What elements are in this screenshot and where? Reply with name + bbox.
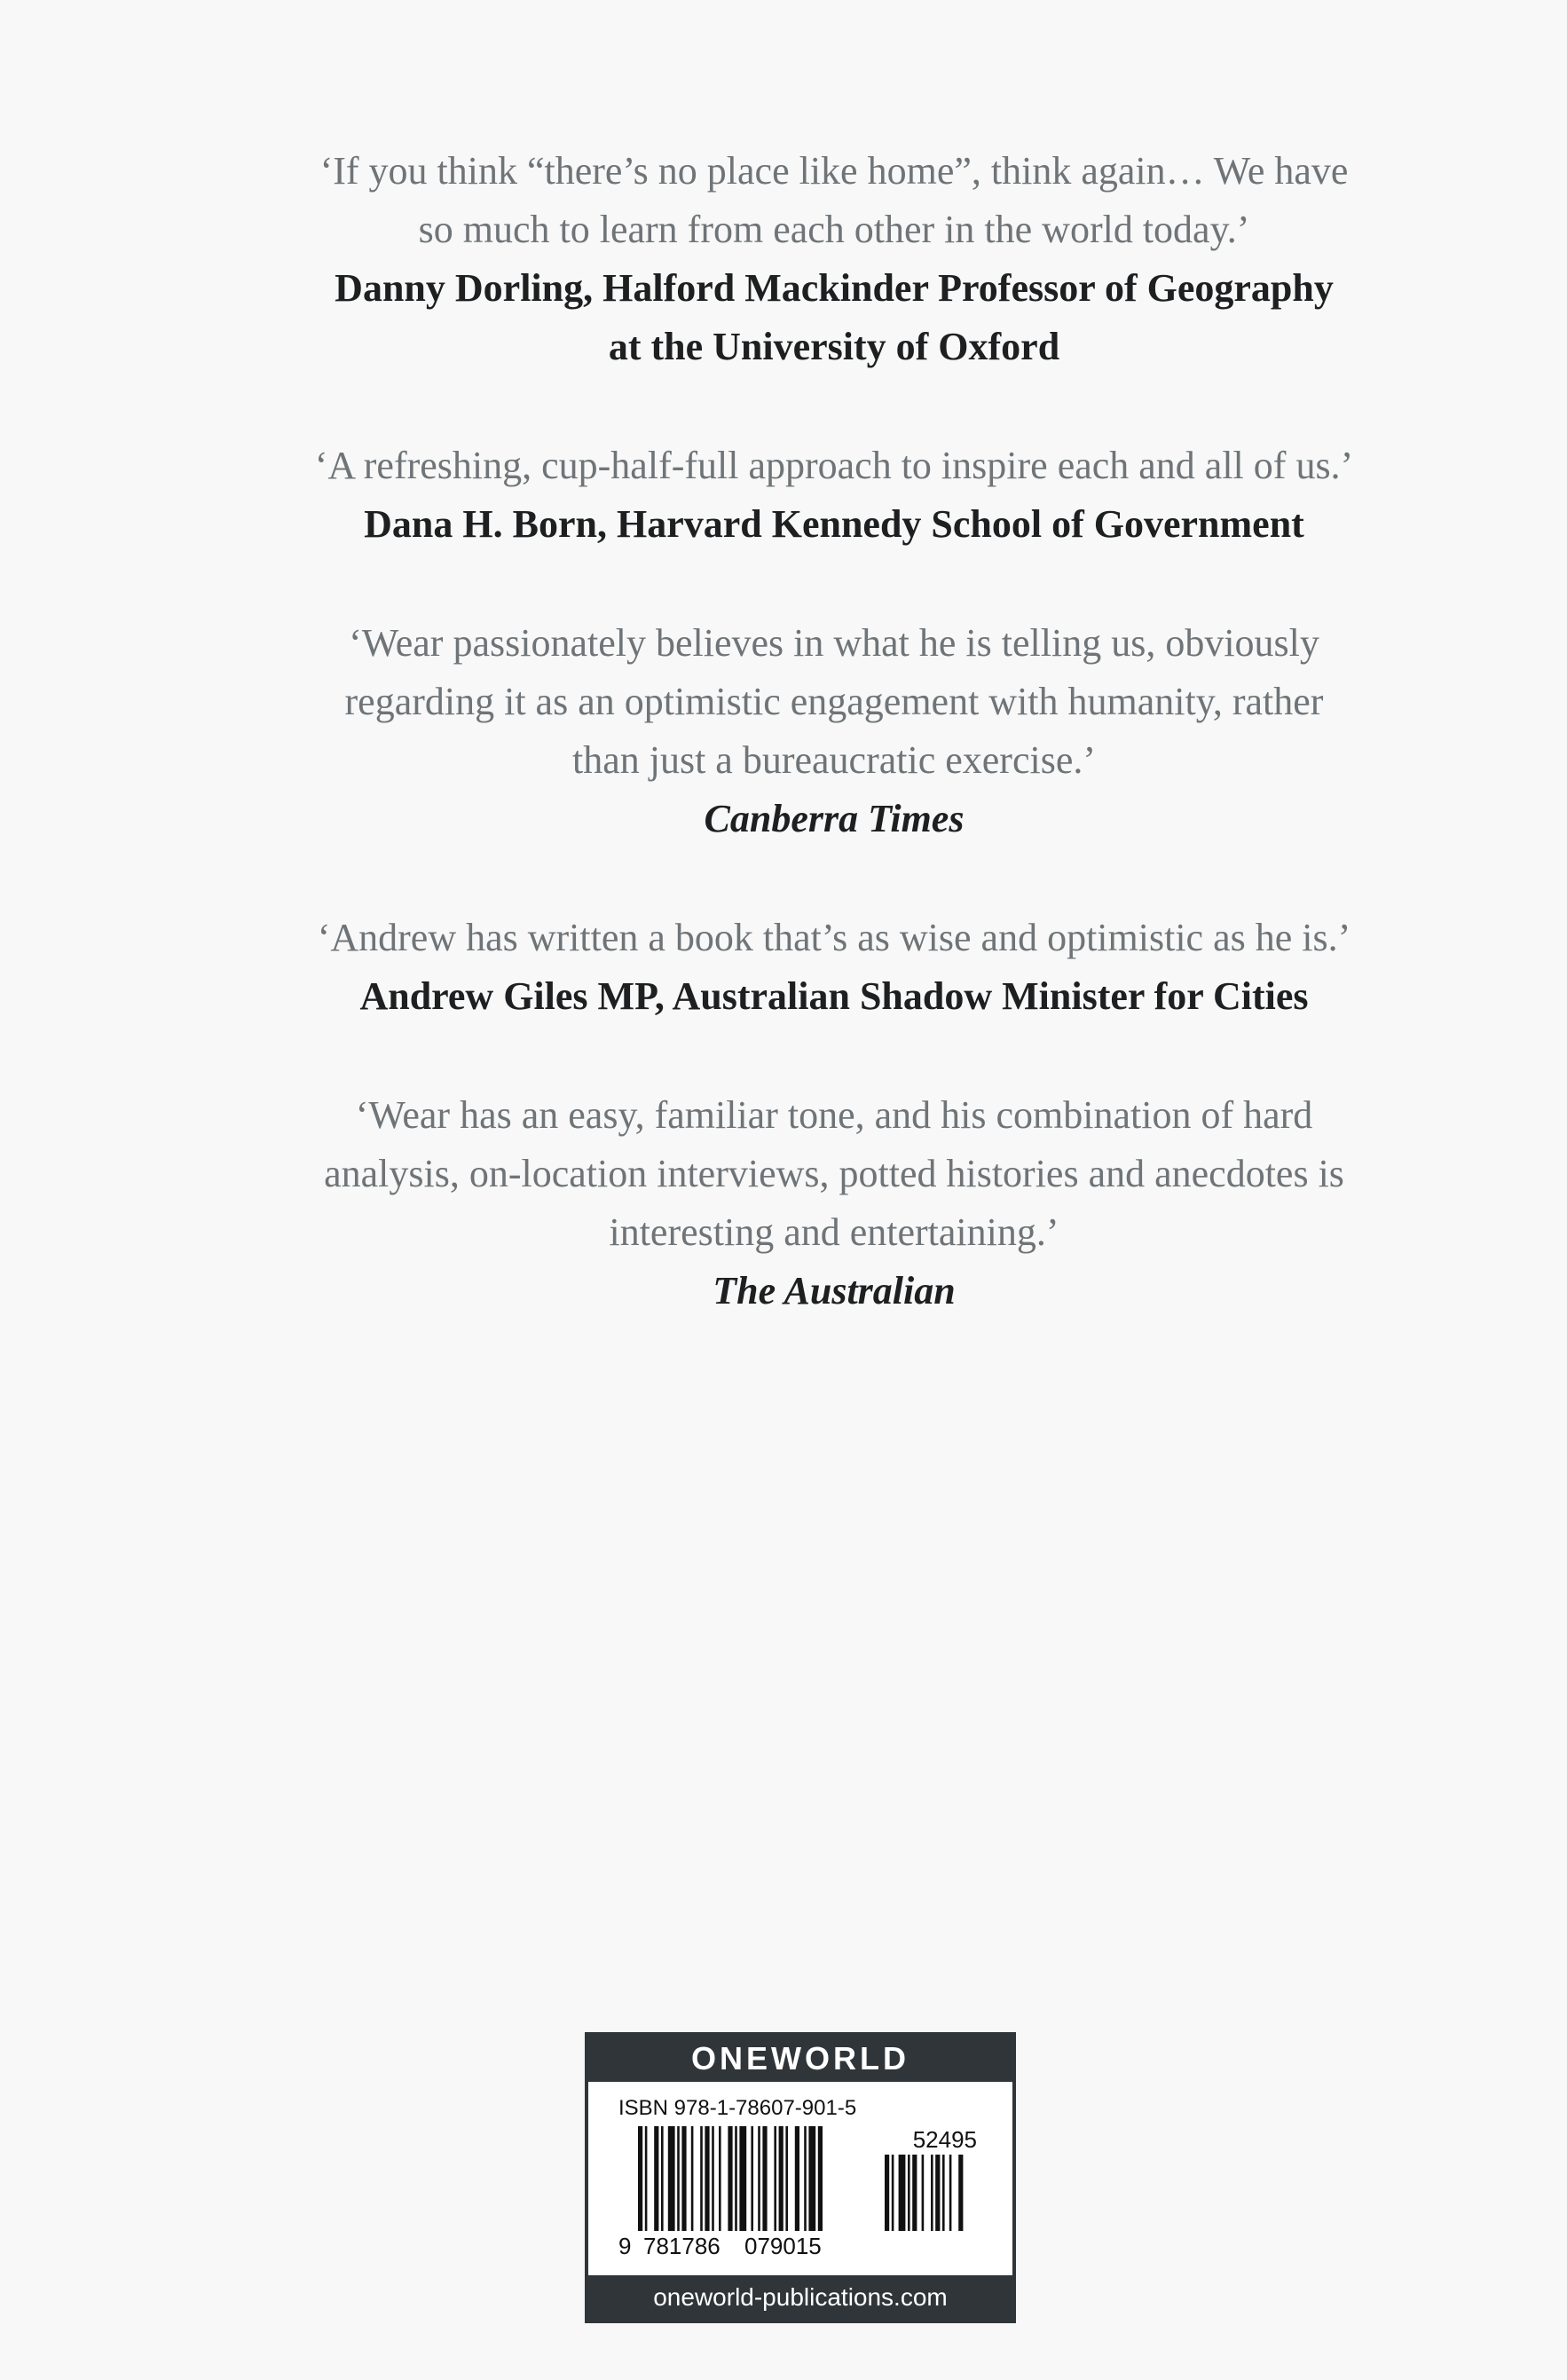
barcode-bar [668,2126,675,2231]
blurb-quote-line: ‘Wear has an easy, familiar tone, and his combination of hard [355,1093,1313,1137]
barcode-bar [728,2126,732,2231]
barcode-bar [774,2126,776,2231]
addon-barcode-bar [922,2155,925,2231]
addon-barcode-bar [892,2155,894,2231]
blurb [213,437,1455,554]
blurb [213,1086,1455,1320]
barcode-bar [654,2126,658,2231]
barcode-digit-prefix: 9 [618,2233,632,2258]
blurb-quote-line: than just a bureaucratic exercise.’ [571,738,1097,782]
barcode-bar [739,2126,746,2231]
blurb-quote-line: ‘Wear passionately believes in what he is telling us, obviously [349,621,1319,665]
blurbs [213,142,1455,1381]
blurb-quote-line: so much to learn from each other in the world today.’ [418,208,1250,251]
addon-barcode-bar [885,2155,889,2231]
barcode-bar [645,2126,648,2231]
barcode-bar [808,2126,815,2231]
barcode-bar [719,2126,721,2231]
addon-barcode-bar [935,2155,940,2231]
blurb-quote-line: ‘If you think “there’s no place like home”, think again… We have [319,149,1349,193]
barcode-bar [700,2126,703,2231]
addon-barcode-bar [908,2155,910,2231]
barcode-bar [705,2126,709,2231]
blurb-attribution: Andrew Giles MP, Australian Shadow Minister for Cities [359,974,1309,1018]
barcode [618,2124,982,2258]
barcode-bar [785,2126,788,2231]
barcode-bar [779,2126,784,2231]
barcode-bar [735,2126,737,2231]
barcode-bar [681,2126,686,2231]
publisher-website: oneworld-publications.com [588,2275,1012,2320]
blurb-attribution: Danny Dorling, Halford Mackinder Professor of Geography [335,266,1334,310]
barcode-bar [795,2126,799,2231]
barcode-bar [712,2126,714,2231]
isbn-label: ISBN 978-1-78607-901-5 [618,2096,857,2120]
barcode-bar [677,2126,680,2231]
publisher-barcode-box [585,2032,1016,2323]
barcode-bar [661,2126,664,2231]
blurb-quote-line: regarding it as an optimistic engagement with humanity, rather [344,680,1324,723]
barcode-digits-left: 781786 [643,2233,721,2258]
barcode-bar [762,2126,767,2231]
barcode-bar [818,2126,823,2231]
barcode-bar [804,2126,807,2231]
blurb [213,614,1455,848]
addon-barcode-bar [942,2155,945,2231]
blurb-attribution: at the University of Oxford [608,325,1060,368]
blurb-attribution: The Australian [713,1269,956,1312]
blurb [213,909,1455,1026]
blurb-quote-line: ‘A refreshing, cup-half-full approach to inspire each and all of us.’ [314,444,1354,487]
addon-barcode-bar [958,2155,963,2231]
publisher-name: ONEWORLD [588,2036,1012,2082]
barcode-bar [638,2126,642,2231]
blurb-quote-line: ‘Andrew has written a book that’s as wise and optimistic as he is.’ [317,916,1351,959]
addon-barcode-bar [912,2155,917,2231]
blurb [213,142,1455,376]
barcode-bar [758,2126,760,2231]
blurb-quote-line: analysis, on-location interviews, potted histories and anecdotes is [324,1152,1344,1195]
addon-barcode-bar [931,2155,933,2231]
blurb-attribution: Dana H. Born, Harvard Kennedy School of Government [364,502,1304,546]
addon-barcode-bar [899,2155,906,2231]
blurb-attribution: Canberra Times [704,797,965,840]
addon-barcode-bar [949,2155,952,2231]
blurb-quote-line: interesting and entertaining.’ [609,1210,1059,1254]
barcode-bar [751,2126,753,2231]
barcode-digits-right: 079015 [744,2233,822,2258]
price-code: 52495 [912,2126,977,2153]
barcode-bar [691,2126,694,2231]
